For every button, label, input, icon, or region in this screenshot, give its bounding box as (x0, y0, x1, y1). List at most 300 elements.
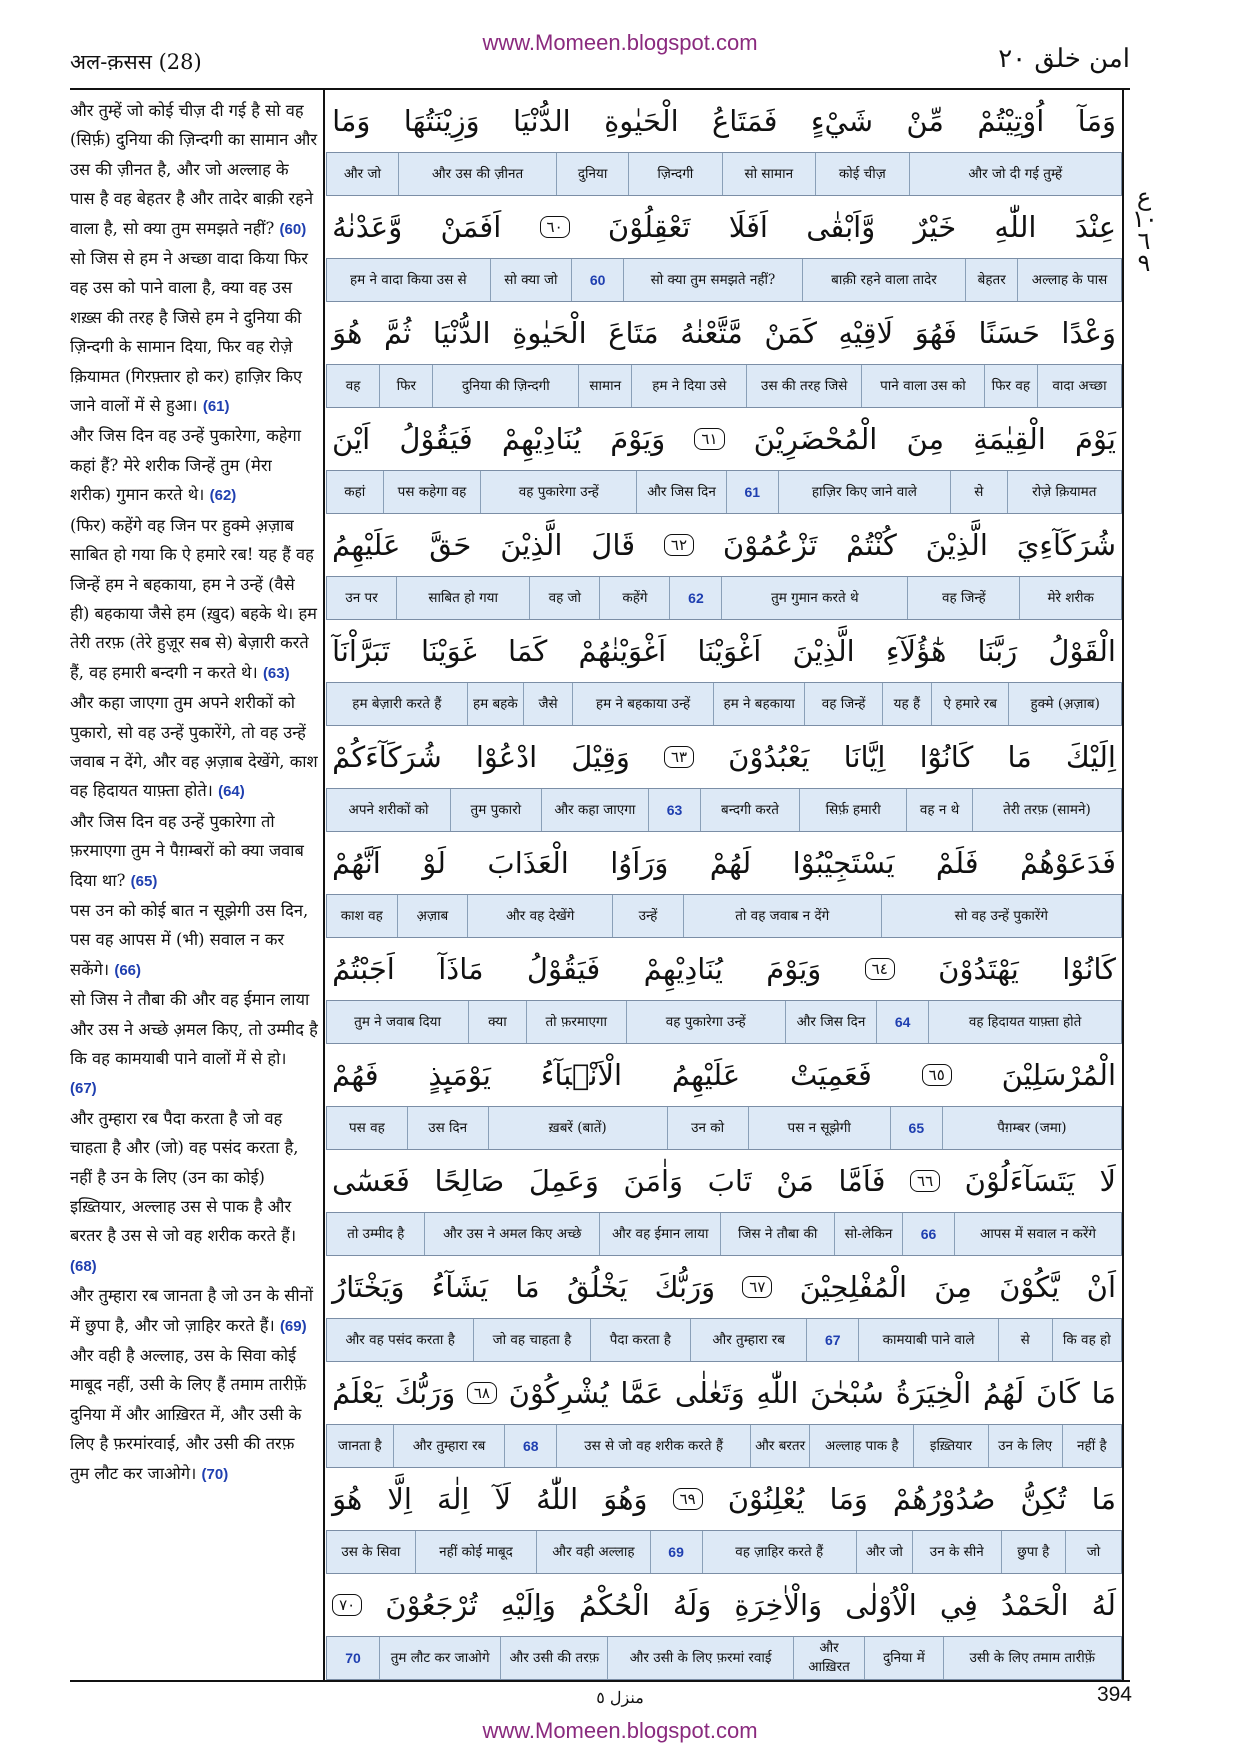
arabic-word: عِنْدَ (1074, 210, 1116, 244)
arabic-word: وَرَبُّكَ (654, 1270, 716, 1304)
arabic-word: غَوَيْنَا (420, 634, 477, 668)
translation-text: और तुम्हारा रब जानता है जो उन के सीनों में छुपा है, और जो ज़ाहिर करते हैं। (70, 1286, 313, 1335)
arabic-word: هُوَ (332, 316, 363, 350)
arabic-word: وَاٰمَنَ (623, 1164, 684, 1198)
arabic-word: لَاقِيْهِ (838, 316, 894, 350)
arabic-word: اَنَّهُمْ (332, 846, 381, 880)
translation-text: और जिस दिन वह उन्हें पुकारेगा तो फ़रमाएगा तुम ने पैग़म्बरों को क्या जवाब दिया था? (70, 811, 304, 890)
gloss-cell: अल्लाह के पास (1017, 259, 1121, 301)
gloss-cell: और तुम्हारा रब (690, 1319, 806, 1361)
arabic-word: فَهُوَ (914, 316, 957, 350)
gloss-verse-number: 68 (504, 1425, 556, 1467)
arabic-word: الْخِيَرَةُ (895, 1376, 972, 1410)
arabic-word: مَّتَّعْنٰهُ (680, 316, 743, 350)
arabic-word: اللّٰهِ (994, 210, 1037, 244)
arabic-word: الْحَيٰوةِ (604, 104, 679, 138)
arabic-word: كَمَنْ (764, 316, 817, 350)
arabic-word: مَا (1091, 1376, 1116, 1410)
gloss-verse-number: 60 (571, 259, 623, 301)
arabic-word: الْاَنْۢبَآءُ (540, 1058, 623, 1092)
gloss-cell: हम बेज़ारी करते हैं (352, 695, 442, 712)
gloss-cell: और जिस दिन (636, 471, 726, 513)
gloss-verse-number: 63 (648, 789, 700, 831)
gloss-cell: दुनिया में (864, 1637, 942, 1679)
gloss-row (326, 364, 1122, 408)
translation-verse (70, 901, 308, 979)
arabic-word: الدُّنْيَا (512, 104, 571, 138)
ayah-end-marker: ٦٤ (865, 958, 895, 980)
arabic-word: لَهُ (1091, 1588, 1116, 1622)
arabic-word: اَنْ (1086, 1270, 1116, 1304)
gloss-cell: वह जिन्हें (804, 683, 881, 725)
arabic-word: شُرَكَآءِيَ (1016, 528, 1116, 562)
arabic-word: يَعْلَمُ (332, 1376, 384, 1410)
arabic-word: يُنَادِيْهِمْ (501, 422, 582, 456)
arabic-word: الَّذِيْنَ (500, 528, 563, 562)
translation-verse (70, 1109, 299, 1275)
arabic-line (326, 620, 1122, 682)
gloss-cell: उन पर (345, 589, 378, 606)
arabic-word: تَابَ (707, 1164, 752, 1198)
gloss-cell: तुम लौट कर जाओगे (379, 1637, 500, 1679)
arabic-word: سُبْحٰنَ (810, 1376, 884, 1410)
gloss-row (326, 682, 1122, 726)
ayah-end-marker: ٦١ (694, 428, 724, 450)
gloss-cell: वह पुकारेगा उन्हें (480, 471, 636, 513)
site-url-bottom[interactable]: www.Momeen.blogspot.com (482, 1718, 758, 1743)
gloss-cell: वह पुकारेगा उन्हें (626, 1001, 785, 1043)
ayah-end-marker: ٦٧ (742, 1276, 772, 1298)
arabic-word: رَبَّنَا (977, 634, 1018, 668)
gloss-cell: हम ने दिया उसे (631, 365, 746, 407)
gloss-cell: बेहतर (965, 259, 1017, 301)
gloss-row (326, 1636, 1122, 1680)
arabic-word: كُنْتُمْ (846, 528, 897, 562)
arabic-line (326, 1362, 1122, 1424)
arabic-line (326, 90, 1122, 152)
arabic-word: مِّنْ (906, 104, 944, 138)
arabic-word: يَعْبُدُوْنَ (728, 740, 810, 774)
gloss-cell: वह (345, 377, 361, 394)
gloss-row (326, 1106, 1122, 1150)
arabic-word: وَيَخْتَارُ (332, 1270, 405, 1304)
gloss-cell: क्या (468, 1001, 526, 1043)
arabic-line (326, 726, 1122, 788)
arabic-word: فَاَمَّا (838, 1164, 886, 1198)
ayah-end-marker: ٦٣ (664, 746, 694, 768)
translation-verse (70, 1346, 306, 1483)
gloss-verse-number: 67 (806, 1319, 858, 1361)
gloss-verse-number: 65 (890, 1107, 942, 1149)
arabic-word: اللّٰهُ (536, 1482, 579, 1516)
arabic-word: عَلَيْهِمُ (671, 1058, 741, 1092)
gloss-cell: और बरतर (750, 1425, 809, 1467)
gloss-cell: कहेंगे (599, 577, 669, 619)
gloss-cell: और उसी की तरफ़ (500, 1637, 607, 1679)
site-url-top[interactable]: www.Momeen.blogspot.com (482, 30, 758, 55)
arabic-word: وَرَبُّكَ (394, 1376, 456, 1410)
gloss-cell: हम बहके (467, 683, 523, 725)
arabic-word: فَمَتَاعُ (712, 104, 778, 138)
arabic-line (326, 196, 1122, 258)
gloss-cell: से (950, 471, 1007, 513)
gloss-cell: सो क्या तुम समझते नहीं? (623, 259, 802, 301)
arabic-line (326, 938, 1122, 1000)
manzil-label: منزل ٥ (596, 1688, 644, 1707)
ayah-end-marker: ٦٩ (673, 1488, 703, 1510)
gloss-row (326, 1000, 1122, 1044)
gloss-cell: अल्लाह पाक है (809, 1425, 913, 1467)
arabic-word: وَاِلَيْهِ (500, 1588, 556, 1622)
gloss-cell: और वही अल्लाह (536, 1531, 649, 1573)
translation-text: पस उन को कोई बात न सूझेगी उस दिन, पस वह आपस में (भी) सवाल न कर सकेंगे। (70, 900, 309, 979)
arabic-word: مَا (1007, 740, 1032, 774)
arabic-word: تَزْعُمُوْنَ (722, 528, 818, 562)
ayah-end-marker: ٦٥ (922, 1064, 952, 1086)
gloss-cell: ख़बरें (बातें) (488, 1107, 667, 1149)
gloss-cell: उस दिन (407, 1107, 488, 1149)
gloss-row (326, 1424, 1122, 1468)
arabic-word: وَعْدًا (1061, 316, 1116, 350)
arabic-word: الْقِيٰمَةِ (973, 422, 1046, 456)
arabic-word: فَيَقُوْلُ (526, 952, 601, 986)
arabic-word: كَمَا (507, 634, 548, 668)
gloss-cell: उन्हें (612, 895, 683, 937)
arabic-word: الْمُفْلِحِيْنَ (799, 1270, 908, 1304)
arabic-word: يُشْرِكُوْنَ (508, 1376, 609, 1410)
arabic-word: يُنَادِيْهِمْ (643, 952, 723, 986)
gloss-cell: मेरे शरीक (1019, 577, 1121, 619)
gloss-cell: अपने शरीकों को (348, 801, 429, 818)
gloss-cell: सो क्या जो (490, 259, 572, 301)
gloss-cell: तो फ़रमाएगा (526, 1001, 626, 1043)
translation-text: और वही है अल्लाह, उस के सिवा कोई माबूद नहीं, उसी के लिए हैं तमाम तारीफ़ें दुनिया में और आख़िरत में, और उसी के लिए है फ़रमांरवाई, और उसी की तरफ़ तुम लौट कर जाओगे। (70, 1346, 307, 1483)
gloss-verse-number: 62 (669, 577, 721, 619)
gloss-cell: सो-लेकिन (834, 1213, 902, 1255)
arabic-word: ثُمَّ (383, 316, 412, 350)
arabic-word: وَزِيْنَتُهَا (403, 104, 480, 138)
gloss-cell: तुम गुमान करते थे (721, 577, 907, 619)
gloss-row (326, 1318, 1122, 1362)
arabic-word: وَمَآ (1077, 104, 1116, 138)
translation-text: और तुम्हें जो कोई चीज़ दी गई है सो वह (सिर्फ़) दुनिया की ज़िन्दगी का सामान और उस की ज़ीनत है, और जो अल्लाह के पास है वह बेहतर है और तादेर बाक़ी रहने वाला है, सो क्या तुम समझते नहीं? (70, 101, 318, 238)
arabic-word: وَّعَدْنٰهُ (332, 210, 403, 244)
arabic-word: اِلٰهَ (437, 1482, 470, 1516)
arabic-word: الْمُحْضَرِيْنَ (753, 422, 878, 456)
translation-text: (फिर) कहेंगे वह जिन पर हुक्मे अ़ज़ाब साबित हो गया कि ऐ हमारे रब! यह हैं वह जिन्हें हम ने बहकाया, हम ने उन्हें (वैसे ही) बहकाया जैसे हम (ख़ुद) बहके थे। हम तेरी तरफ़ (तेरे हुज़ूर सब से) बेज़ारी करते हैं, वह हमारी बन्दगी न करते थे। (70, 515, 317, 682)
arabic-word: الدُّنْيَا (432, 316, 491, 350)
ayah-end-marker: ٦٢ (664, 534, 694, 556)
arabic-word: مَنْ (776, 1164, 814, 1198)
gloss-verse-number: 70 (345, 1649, 361, 1666)
arabic-word: وَعَمِلَ (528, 1164, 599, 1198)
arabic-word: وَتَعٰلٰى (674, 1376, 745, 1410)
verse-number: (67) (70, 1080, 97, 1098)
gloss-cell: उन के सीने (912, 1531, 1001, 1573)
translation-verse (70, 693, 318, 800)
gloss-cell: पैग़म्बर (जमा) (942, 1107, 1121, 1149)
gloss-cell: वह जिन्हें (907, 577, 1019, 619)
translation-text: सो जिस से हम ने अच्छा वादा किया फिर वह उस को पाने वाला है, क्या वह उस शख़्स की तरह है जिसे हम ने दुनिया की ज़िन्दगी के सामान दिया, फिर वह रोज़े क़ियामत (गिरफ़्तार हो कर) हाज़िर किए जाने वालों में से हुआ। (70, 249, 308, 416)
gloss-cell: पैदा करता है (590, 1319, 691, 1361)
arabic-word: ادْعُوْا (475, 740, 538, 774)
arabic-word: الْاُوْلٰى (845, 1588, 917, 1622)
arabic-word: اللّٰهِ (756, 1376, 799, 1410)
verse-number: (60) (279, 220, 307, 238)
gloss-cell: बन्दगी करते (700, 789, 799, 831)
arabic-word: يَوْمَىِٕذٍ (428, 1058, 491, 1092)
gloss-cell: उस के सिवा (341, 1543, 401, 1560)
gloss-cell: सो वह उन्हें पुकारेंगे (881, 895, 1121, 937)
ayah-end-marker: ٦٦ (910, 1170, 940, 1192)
arabic-line (326, 1256, 1122, 1318)
arabic-word: وَمَا (332, 104, 371, 138)
gloss-cell: और जिस दिन (785, 1001, 876, 1043)
arabic-word: اَفَمَنْ (440, 210, 502, 244)
gloss-verse-number: 64 (876, 1001, 928, 1043)
arabic-word: فَعَسٰٓى (332, 1164, 410, 1198)
gloss-row (326, 576, 1122, 620)
translation-text: और कहा जाएगा तुम अपने शरीकों को पुकारो, सो वह उन्हें पुकारेंगे, तो वह उन्हें जवाब न देंगे, और वह अ़ज़ाब देखेंगे, काश वह हिदायत याफ़्ता होते। (70, 693, 318, 801)
gloss-cell: वह ज़ाहिर करते हैं (702, 1531, 856, 1573)
arabic-word: هٰٓؤُلَآءِ (885, 634, 947, 668)
gloss-verse-number: 66 (902, 1213, 954, 1255)
gloss-cell: यह हैं (882, 683, 931, 725)
arabic-word: يُعْلِنُوْنَ (727, 1482, 805, 1516)
arabic-word: الْحُكْمُ (578, 1588, 650, 1622)
gloss-cell: और आख़िरत (793, 1637, 864, 1679)
arabic-line (326, 832, 1122, 894)
verse-number: (64) (218, 783, 245, 801)
arabic-line (326, 408, 1122, 470)
arabic-word: وَقِيْلَ (571, 740, 630, 774)
gloss-row (326, 470, 1122, 514)
gloss-cell: वादा अच्छा (1037, 365, 1121, 407)
verse-number: (66) (114, 961, 142, 979)
arabic-word: لَهُمْ (709, 846, 752, 880)
gloss-cell: छुपा है (1001, 1531, 1065, 1573)
gloss-row (326, 894, 1122, 938)
gloss-cell: और जो दी गई तुम्हें (909, 153, 1121, 195)
translation-text: और तुम्हारा रब पैदा करता है जो वह चाहता है और (जो) वह पसंद करता है, नहीं है उन के लिए (उन का कोई) इख़्तियार, अल्लाह उस से पाक है और बरतर है उस से जो वह शरीक करते हैं। (70, 1108, 299, 1246)
surah-title: अल-क़सस (28) (70, 50, 202, 74)
arabic-word: فَهُمْ (332, 1058, 379, 1092)
gloss-cell: और जो (856, 1531, 912, 1573)
arabic-word: شَيْءٍ (810, 104, 873, 138)
arabic-word: عَمَّا (620, 1376, 664, 1410)
translation-verse (70, 990, 318, 1097)
arabic-word: تُكِنُّ (1020, 1482, 1067, 1516)
gloss-cell: और वह ईमान लाया (599, 1213, 720, 1255)
arabic-word: وَلَهُ (672, 1588, 712, 1622)
ayah-end-marker: ٦٨ (467, 1382, 497, 1404)
gloss-cell: पस कहेगा वह (383, 471, 481, 513)
arabic-word: اَغْوَيْنٰهُمْ (578, 634, 667, 668)
gloss-cell: वह न थे (906, 789, 972, 831)
arabic-word: الْمُرْسَلِيْنَ (1001, 1058, 1116, 1092)
verse-number: (68) (70, 1257, 97, 1275)
arabic-word: قَالَ (591, 528, 636, 562)
ruku-marker: ع ۱۰ ٦ ۹ (1132, 183, 1158, 277)
translation-text: सो जिस ने तौबा की और वह ईमान लाया और उस ने अच्छे अ़मल किए, तो उम्मीद है कि वह कामयाबी पाने वालों में से हो। (70, 990, 318, 1068)
gloss-cell: जो वह चाहता है (473, 1319, 589, 1361)
arabic-word: عَلَيْهِمُ (332, 528, 401, 562)
translation-verse (70, 249, 308, 415)
gloss-cell: नहीं कोई माबूद (415, 1531, 537, 1573)
gloss-cell: अ़ज़ाब (397, 895, 468, 937)
gloss-cell: काश वह (340, 907, 383, 924)
arabic-word: وَّاَبْقٰى (806, 210, 876, 244)
arabic-word: الْقَوْلُ (1048, 634, 1116, 668)
gloss-row (326, 258, 1122, 302)
arabic-word: وَيَوْمَ (766, 952, 822, 986)
gloss-cell: जानता है (338, 1437, 382, 1454)
arabic-word: يَخْلُقُ (566, 1270, 628, 1304)
arabic-word: فَعَمِيَتْ (790, 1058, 872, 1092)
arabic-line (326, 1468, 1122, 1530)
column-divider (323, 90, 325, 1682)
arabic-word: يَتَسَآءَلُوْنَ (964, 1164, 1075, 1198)
gloss-cell: सिर्फ़ हमारी (799, 789, 906, 831)
gloss-cell: हम ने बहकाया (713, 683, 804, 725)
arabic-word: صَالِحًا (434, 1164, 505, 1198)
verse-number: (70) (201, 1465, 229, 1483)
gloss-row (326, 1212, 1122, 1256)
arabic-word: اُوْتِيْتُمْ (977, 104, 1045, 138)
right-border (1122, 90, 1124, 1682)
gloss-cell: और उस ने अमल किए अच्छे (424, 1213, 599, 1255)
translation-verse (70, 1286, 313, 1334)
translation-verse (70, 516, 317, 682)
arabic-word: مِنَ (906, 422, 945, 456)
gloss-cell: और वह पसंद करता है (345, 1331, 455, 1348)
gloss-cell: रोज़े क़ियामत (1007, 471, 1121, 513)
gloss-cell: वह जो (529, 577, 599, 619)
arabic-word: يَسْتَجِيْبُوْا (792, 846, 895, 880)
gloss-cell: तो वह जवाब न देंगे (683, 895, 881, 937)
gloss-cell: कि वह हो (1052, 1319, 1121, 1361)
arabic-line (326, 1044, 1122, 1106)
arabic-word: مَاذَآ (438, 952, 484, 986)
arabic-word: فَلَمْ (935, 846, 979, 880)
arabic-word: لَآ (494, 1482, 512, 1516)
translation-verse (70, 812, 304, 890)
gloss-cell: वह हिदायत याफ़्ता होते (928, 1001, 1121, 1043)
gloss-cell: कोई चीज़ (815, 153, 909, 195)
gloss-cell: हुक्मे (अ़ज़ाब) (1008, 683, 1121, 725)
bottom-rule (70, 1680, 1130, 1682)
gloss-row (326, 788, 1122, 832)
arabic-word: تَبَرَّاْنَآ (332, 634, 390, 668)
verse-number: (65) (130, 872, 158, 890)
arabic-line (326, 514, 1122, 576)
arabic-word: فَيَقُوْلُ (399, 422, 473, 456)
translation-text: और जिस दिन वह उन्हें पुकारेगा, कहेगा कहां हैं? मेरे शरीक जिन्हें तुम (मेरा शरीक) गुमान करते थे। (70, 426, 301, 505)
verse-number: (61) (202, 398, 230, 416)
arabic-word: فَدَعَوْهُمْ (1020, 846, 1116, 880)
arabic-word: تَعْقِلُوْنَ (607, 210, 691, 244)
arabic-word: الَّذِيْنَ (925, 528, 988, 562)
juz-title: امن خلق ۲۰ (998, 44, 1130, 74)
verse-number: (69) (279, 1317, 307, 1335)
arabic-word: شُرَكَآءَكُمْ (332, 740, 442, 774)
gloss-cell: आपस में सवाल न करेंगे (954, 1213, 1121, 1255)
arabic-word: الْعَذَابَ (487, 846, 569, 880)
hindi-translation (70, 96, 318, 1489)
gloss-cell: और कहा जाएगा (541, 789, 648, 831)
gloss-cell: उन के लिए (988, 1425, 1062, 1467)
arabic-line (326, 1150, 1122, 1212)
arabic-word: اَيْنَ (332, 422, 371, 456)
verse-number: (62) (209, 487, 237, 505)
gloss-verse-number: 61 (726, 471, 778, 513)
gloss-cell: कामयाबी पाने वाले (858, 1319, 998, 1361)
page-number: 394 (1096, 1683, 1132, 1706)
gloss-cell: तुम ने जवाब दिया (354, 1013, 441, 1030)
arabic-word: وَيَوْمَ (610, 422, 666, 456)
arabic-word: مِنَ (934, 1270, 972, 1304)
gloss-row (326, 1530, 1122, 1574)
gloss-cell: बाक़ी रहने वाला तादेर (802, 259, 966, 301)
gloss-cell: कहां (344, 483, 366, 500)
ayah-end-marker: ٦٠ (540, 216, 570, 238)
gloss-cell: हाज़िर किए जाने वाले (778, 471, 950, 513)
gloss-cell: दुनिया की ज़िन्दगी (432, 365, 578, 407)
gloss-cell: सो सामान (722, 153, 816, 195)
ayah-end-marker: ٧٠ (332, 1594, 362, 1616)
gloss-cell: और वह देखेंगे (467, 895, 612, 937)
arabic-word: يَوْمَ (1074, 422, 1116, 456)
arabic-word: وَرَاَوُا (610, 846, 669, 880)
gloss-cell: तुम पुकारो (450, 789, 541, 831)
arabic-line (326, 302, 1122, 364)
arabic-word: اَفَلَا (728, 210, 768, 244)
arabic-word: يَهْتَدُوْنَ (938, 952, 1019, 986)
arabic-word: كَانُوْا (1062, 952, 1116, 986)
verse-number: (63) (262, 664, 290, 682)
gloss-cell: जैसे (523, 683, 572, 725)
gloss-cell: जो (1065, 1531, 1121, 1573)
arabic-word: مَا (515, 1270, 540, 1304)
arabic-word: هُوَ (332, 1482, 363, 1516)
translation-verse (70, 101, 317, 238)
arabic-word: وَالْاٰخِرَةِ (734, 1588, 823, 1622)
arabic-word: لَا (1099, 1164, 1116, 1198)
gloss-cell: पाने वाला उस को (861, 365, 984, 407)
arabic-word: اِيَّانَا (843, 740, 886, 774)
arabic-word: فِي (939, 1588, 978, 1622)
gloss-cell: इख़्तियार (913, 1425, 987, 1467)
arabic-word: خَيْرٌ (913, 210, 957, 244)
gloss-cell: तो उम्मीद है (347, 1225, 405, 1242)
arabic-word: يَّكُوْنَ (999, 1270, 1060, 1304)
arabic-word: الَّذِيْنَ (792, 634, 855, 668)
gloss-cell: उस से जो वह शरीक करते हैं (556, 1425, 750, 1467)
arabic-word: صُدُوْرُهُمْ (892, 1482, 996, 1516)
gloss-cell: सामान (578, 365, 631, 407)
gloss-cell: नहीं है (1062, 1425, 1121, 1467)
gloss-cell: उन को (667, 1107, 748, 1149)
arabic-word: حَقَّ (429, 528, 472, 562)
arabic-word: الْحَمْدُ (1000, 1588, 1069, 1622)
gloss-cell: दुनिया (556, 153, 628, 195)
gloss-cell: हम ने वादा किया उस से (349, 271, 467, 288)
word-by-word-panel (326, 90, 1122, 1680)
gloss-cell: हम ने बहकाया उन्हें (572, 683, 713, 725)
arabic-word: مَا (1091, 1482, 1116, 1516)
gloss-cell: और उसी के लिए फ़रमां रवाई (607, 1637, 793, 1679)
gloss-cell: उस की तरह जिसे (746, 365, 861, 407)
